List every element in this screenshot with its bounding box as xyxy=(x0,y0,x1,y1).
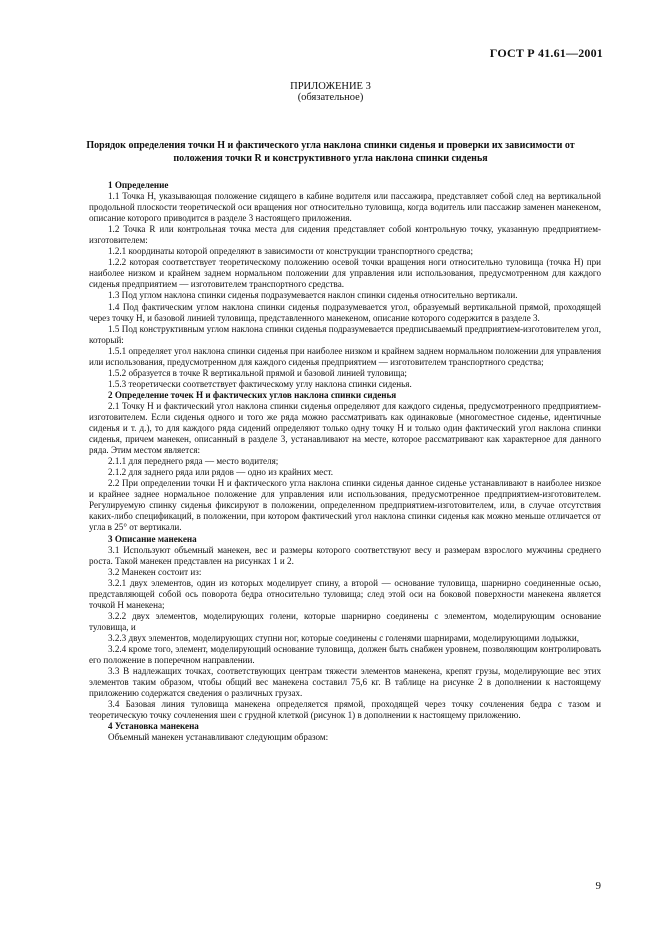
paragraph: 1.2.1 координаты которой определяют в зависимости от конструкции транспортного средства; xyxy=(108,246,474,257)
paragraph: 1.2 Точка R или контрольная точка места для сидения представляет собой контрольную точку, указанную предприятием-изготовителем: xyxy=(89,224,601,246)
section-heading: 1 Определение xyxy=(108,180,169,190)
paragraph: 3.4 Базовая линия туловища манекена определяется прямой, проходящей через точку сочленения бедра с тазом и теоретическую точку сочленения шеи с грудной клеткой (рисунок 1) в дополнении к настоящему приложению. xyxy=(89,699,601,721)
section-heading: 3 Описание манекена xyxy=(108,533,197,544)
appendix-heading xyxy=(0,81,661,103)
section-heading: 4 Установка манекена xyxy=(108,721,199,732)
section-heading: 2 Определение точек H и фактических углов наклона спинки сиденья xyxy=(108,389,397,400)
paragraph: 2.2 При определении точки H и фактического угла наклона спинки сиденья данное сиденье устанавливают в наиболее низкое и крайнее заднее нормальное положение для управления или использования, предусмотренное предприятием-изготовителем. Регулируемую спинку сиденья фиксируют в положении, определенном предприятием-изготовителем, или, в случае отсутствия каких-либо спецификаций, в положении, при котором фактический угол наклона спинки сиденья как можно меньше отличается от угла в 25° от вертикали. xyxy=(89,478,601,533)
paragraph: 1.5 Под конструктивным углом наклона спинки сиденья подразумевается предписываемый предприятием-изготовителем угол, который: xyxy=(89,323,601,345)
appendix-title: ПРИЛОЖЕНИЕ 3 xyxy=(290,81,371,92)
paragraph: Объемный манекен устанавливают следующим образом: xyxy=(108,732,329,743)
appendix-subtitle: (обязательное) xyxy=(297,92,364,103)
paragraph: 3.2.2 двух элементов, моделирующих голени, которые шарнирно соединены с элементом, моделирующим основание туловища, и xyxy=(89,610,601,632)
document-title: Порядок определения точки H и фактического угла наклона спинки сиденья и проверки их зависимости от положения точки R и конструктивного угла наклона спинки сиденья xyxy=(86,140,575,164)
paragraph: 3.3 В надлежащих точках, соответствующих центрам тяжести элементов манекена, крепят грузы, моделирующие вес этих элементов таким образом, чтобы общий вес манекена составил 75,6 кг. В таблице на рисунке 2 в дополнении к настоящему приложению содержатся сведения о различных грузах. xyxy=(89,666,601,699)
paragraph: 1.2.2 которая соответствует теоретическому положению осевой точки вращения ноги относительно туловища (точка H) при наиболее низком и крайнем заднем нормальном положении для управления или использования, предусмотренном для каждого сиденья предприятием — изготовителем транспортного средства. xyxy=(89,257,601,290)
paragraph: 3.1 Используют объемный манекен, вес и размеры которого соответствуют весу и размерам взрослого мужчины среднего роста. Такой манекен представлен на рисунках 1 и 2. xyxy=(89,544,601,566)
paragraph: 3.2.4 кроме того, элемент, моделирующий основание туловища, должен быть снабжен уровнем, позволяющим контролировать его положение в поперечном направлении. xyxy=(89,643,601,666)
paragraph: 1.3 Под углом наклона спинки сиденья подразумевается наклон спинки сиденья относительно вертикали. xyxy=(108,290,518,301)
paragraph: 3.2.1 двух элементов, один из которых моделирует спину, а второй — основание туловища, шарнирно соединенные осью, представляющей собой ось поворота бедра относительно туловища; след этой оси на боковой поверхности манекена является точкой H манекена; xyxy=(89,577,601,610)
page-number: 9 xyxy=(595,880,601,892)
paragraph: 2.1.1 для переднего ряда — место водителя; xyxy=(108,456,279,467)
paragraph: 1.5.1 определяет угол наклона спинки сиденья при наиболее низком и крайнем заднем нормальном положении для управления или использования, предусмотренном для каждого сиденья предприятием — изготовителем транспортного средства; xyxy=(89,345,601,367)
paragraph: 1.1 Точка H, указывающая положение сидящего в кабине водителя или пассажира, представляет собой след на вертикальной продольной плоскости теоретической оси вращения ног относительно туловища, когда водитель или пассажир заменен манекеном, описание которого приводится в разделе 3 настоящего приложения. xyxy=(89,191,601,224)
paragraph: 2.1.2 для заднего ряда или рядов — одно из крайних мест. xyxy=(108,467,333,478)
document-header: ГОСТ Р 41.61—2001 xyxy=(489,46,603,60)
paragraph: 1.4 Под фактическим углом наклона спинки сиденья подразумевается угол, образуемый вертикальной прямой, проходящей через точку H, и базовой линией туловища, представленного манекеном, описание которого содержится в разделе 3. xyxy=(89,301,601,323)
paragraph: 3.2.3 двух элементов, моделирующих ступни ног, которые соединены с голенями шарнирами, моделирующими лодыжки, xyxy=(108,632,580,643)
document-body xyxy=(89,180,601,743)
paragraph: 3.2 Манекен состоит из: xyxy=(108,566,202,577)
paragraph: 1.5.3 теоретически соответствует фактическому углу наклона спинки сиденья. xyxy=(108,378,412,389)
paragraph: 2.1 Точку H и фактический угол наклона спинки сиденья определяют для каждого сиденья, предусмотренного предприятием-изготовителем. Если сиденья одного и того же ряда можно рассматривать как одинаковые (многоместное сиденье, идентичные сиденья и т. д.), то для каждого ряда сидений определяют только одну точку H и только один фактический угол наклона спинки сиденья, причем манекен, описанный в разделе 3, устанавливают на месте, которое рассматривают как характерное для данного ряда. Этим местом является: xyxy=(89,400,601,456)
paragraph: 1.5.2 образуется в точке R вертикальной прямой и базовой линией туловища; xyxy=(108,367,407,378)
